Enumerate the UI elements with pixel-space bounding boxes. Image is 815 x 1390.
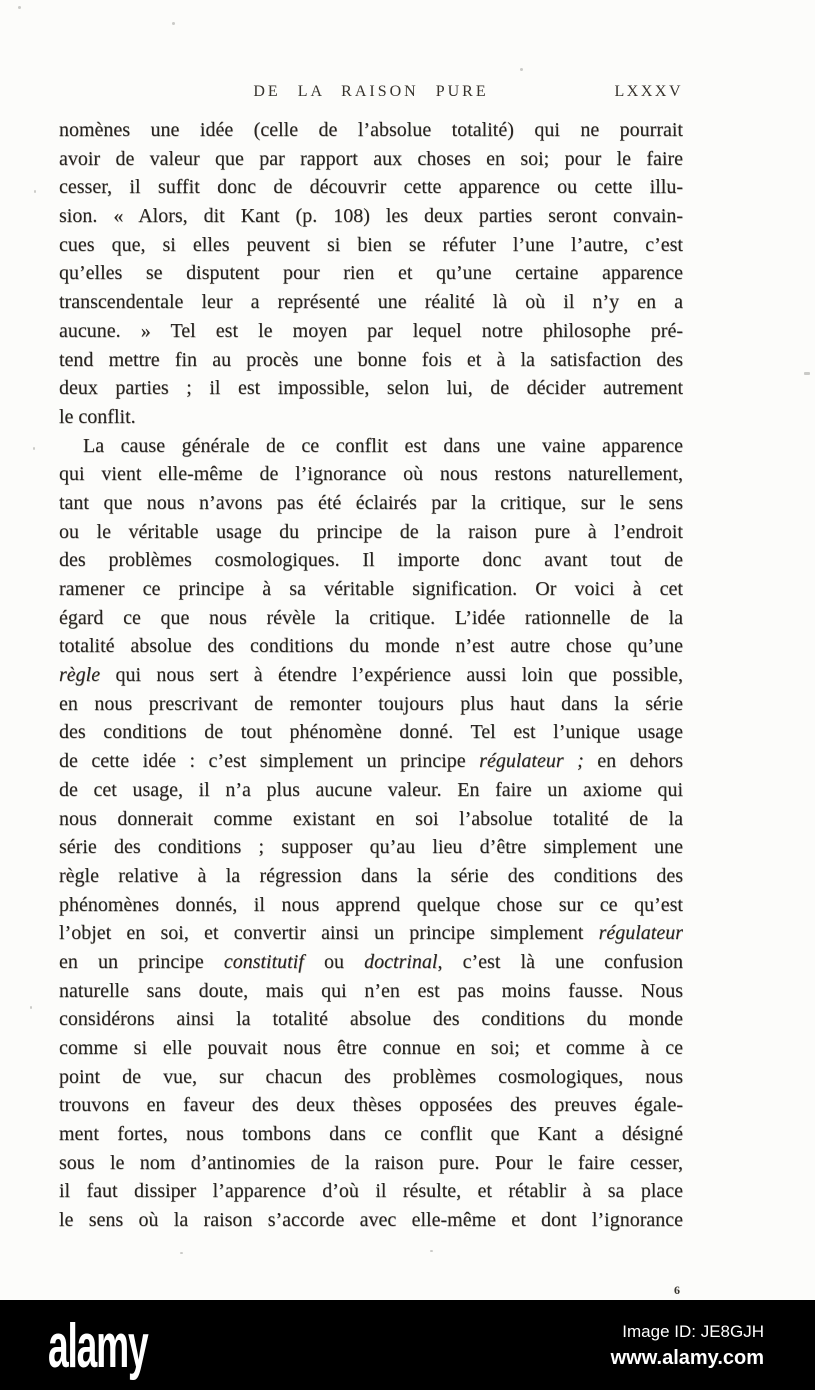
alamy-logo: alamy [48, 1312, 148, 1381]
text-line [59, 460, 683, 489]
text-segment: avoir de valeur que par rapport aux choses en soi; pour le faire [59, 147, 683, 170]
text-segment: règle relative à la régression dans la série des conditions des [59, 864, 683, 887]
text-line [59, 403, 683, 432]
text-segment: considérons ainsi la totalité absolue des conditions du monde [59, 1008, 683, 1031]
text-segment: qui vient elle-même de l’ignorance où nous restons naturellement, [59, 463, 683, 486]
text-line [59, 690, 683, 719]
text-line [59, 518, 683, 547]
italic-text-segment: doctrinal [364, 950, 438, 973]
signature-mark: 6 [674, 1283, 680, 1297]
scan-speck [30, 1006, 32, 1009]
italic-text-segment: constitutif [223, 950, 304, 973]
text-line [59, 145, 683, 174]
text-line [59, 604, 683, 633]
text-line [59, 1034, 683, 1063]
text-segment: l’objet en soi, et convertir ainsi un principe simplement [59, 922, 599, 945]
italic-text-segment: règle [59, 664, 101, 687]
text-line [59, 288, 683, 317]
text-segment: aucune. » Tel est le moyen par lequel notre philosophe pré- [59, 319, 683, 342]
text-line [59, 776, 683, 805]
text-segment: de cet usage, il n’a plus aucune valeur. En faire un axiome qui [59, 778, 683, 801]
text-segment: il faut dissiper l’apparence d’où il résulte, et rétablir à sa place [59, 1180, 683, 1203]
text-segment: en un principe [59, 950, 224, 973]
text-segment: deux parties ; il est impossible, selon lui, de décider autrement [59, 377, 683, 400]
text-line [59, 259, 683, 288]
text-segment: , c’est là une confusion [437, 950, 683, 973]
text-segment: tant que nous n’avons pas été éclairés par la critique, sur le sens [59, 491, 683, 514]
scan-speck [804, 372, 810, 375]
text-segment: des problèmes cosmologiques. Il importe donc avant tout de [59, 549, 683, 572]
scan-speck [34, 190, 36, 193]
text-segment: tend mettre fin au procès une bonne fois et à la satisfaction des [59, 348, 683, 371]
text-line [59, 432, 683, 461]
text-line [59, 948, 683, 977]
text-segment: qu’elles se disputent pour rien et qu’une certaine apparence [59, 262, 683, 285]
scan-speck [430, 1250, 433, 1252]
text-line [59, 833, 683, 862]
text-line [59, 718, 683, 747]
watermark-bar [0, 1300, 815, 1390]
text-segment: totalité absolue des conditions du monde n’est autre chose qu’une [59, 635, 683, 658]
text-segment: série des conditions ; supposer qu’au lieu d’être simplement une [59, 836, 683, 859]
text-segment: nomènes une idée (celle de l’absolue totalité) qui ne pourrait [59, 119, 683, 141]
text-segment: ou [303, 950, 365, 973]
text-line [59, 919, 683, 948]
text-line [59, 489, 683, 518]
running-title: DE LA RAISON PURE [253, 83, 489, 100]
text-segment: comme si elle pouvait nous être connue en soi; et comme à ce [59, 1037, 683, 1059]
text-segment: le sens où la raison s’accorde avec elle-même et dont l’ignorance [59, 1209, 683, 1232]
page-number: LXXXV [614, 83, 683, 100]
text-segment: égard ce que nous révèle la critique. L’idée rationnelle de la [59, 606, 683, 629]
text-line [59, 1005, 683, 1034]
text-line [59, 374, 683, 403]
text-line [59, 661, 683, 690]
italic-text-segment: régulateur ; [479, 750, 584, 773]
text-segment: ment fortes, nous tombons dans ce conflit que Kant a désigné [59, 1123, 683, 1146]
text-segment: en nous prescrivant de remonter toujours plus haut dans la série [59, 692, 683, 715]
text-segment: trouvons en faveur des deux thèses opposées des preuves égale- [59, 1094, 683, 1117]
text-line [59, 891, 683, 920]
page-text [59, 116, 683, 1235]
scan-speck [180, 1252, 183, 1254]
text-line [59, 1063, 683, 1092]
page-header [59, 83, 683, 105]
text-line [59, 231, 683, 260]
text-line [59, 862, 683, 891]
text-segment: le conflit. [59, 405, 136, 428]
text-line [59, 346, 683, 375]
text-line [59, 173, 683, 202]
text-line [59, 546, 683, 575]
text-segment: en dehors [583, 750, 683, 773]
text-segment: cues que, si elles peuvent si bien se réfuter l’une l’autre, c’est [59, 233, 683, 256]
text-line [59, 1120, 683, 1149]
alamy-url-text: www.alamy.com [610, 1347, 764, 1369]
scan-speck [18, 6, 21, 9]
text-segment: phénomènes donnés, il nous apprend quelque chose sur ce qu’est [59, 893, 683, 916]
text-segment: nous donnerait comme existant en soi l’absolue totalité de la [59, 807, 683, 830]
text-segment: des conditions de tout phénomène donné. Tel est l’unique usage [59, 721, 683, 744]
text-segment: naturelle sans doute, mais qui n’en est pas moins fausse. Nous [59, 979, 683, 1002]
scan-speck [520, 68, 523, 71]
scan-speck [33, 447, 35, 450]
text-segment: qui nous sert à étendre l’expérience aussi loin que possible, [100, 664, 683, 687]
text-segment: La cause générale de ce conflit est dans une vaine apparence [83, 434, 683, 457]
text-segment: point de vue, sur chacun des problèmes cosmologiques, nous [59, 1065, 683, 1088]
text-segment: transcendentale leur a représenté une réalité là où il n’y en a [59, 291, 683, 314]
scan-speck [172, 22, 175, 25]
text-line [59, 317, 683, 346]
text-line [59, 1149, 683, 1178]
text-segment: ramener ce principe à sa véritable signification. Or voici à cet [59, 578, 683, 600]
text-segment: de cette idée : c’est simplement un principe [59, 750, 480, 773]
watermark-text [611, 1322, 764, 1370]
text-line [59, 805, 683, 834]
text-segment: sous le nom d’antinomies de la raison pure. Pour le faire cesser, [59, 1151, 683, 1174]
text-line [59, 116, 683, 145]
text-segment: sion. « Alors, dit Kant (p. 108) les deux parties seront convain- [59, 205, 683, 228]
text-segment: cesser, il suffit donc de découvrir cette apparence ou cette illu- [59, 176, 683, 199]
text-segment: ou le véritable usage du principe de la raison pure à l’endroit [59, 520, 683, 543]
text-line [59, 1206, 683, 1235]
text-line [59, 1177, 683, 1206]
text-line [59, 202, 683, 231]
text-line [59, 575, 683, 604]
text-line [59, 632, 683, 661]
text-line [59, 747, 683, 776]
text-line [59, 977, 683, 1006]
image-id-text: Image ID: JE8GJH [622, 1322, 764, 1341]
italic-text-segment: régulateur [598, 922, 683, 945]
text-line [59, 1091, 683, 1120]
